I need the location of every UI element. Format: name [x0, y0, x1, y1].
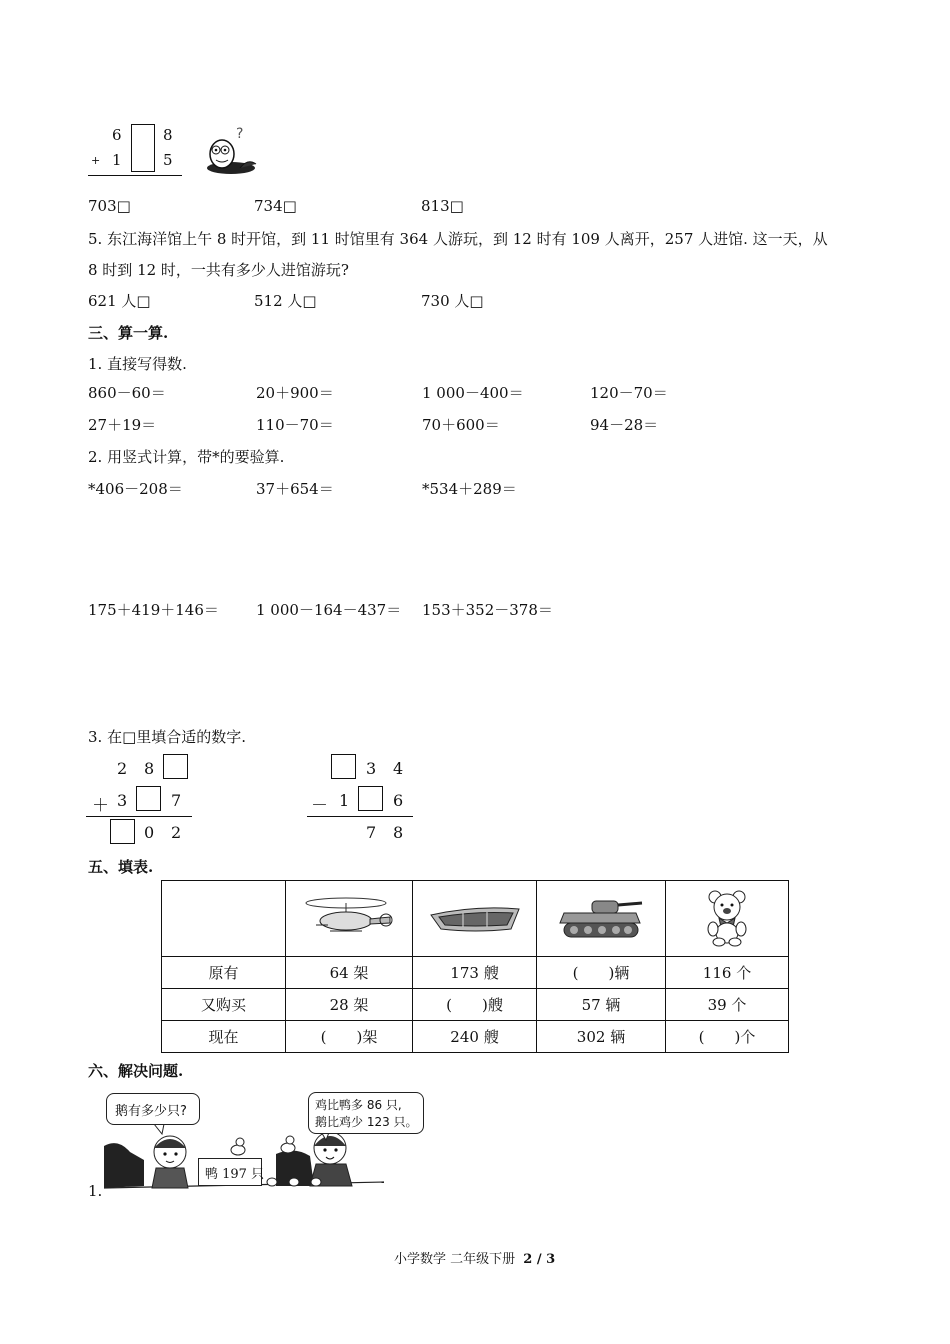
- header-empty-cell: [162, 881, 286, 957]
- expression: *406－208＝: [88, 480, 183, 498]
- table-cell: 39 个: [666, 989, 789, 1021]
- expression: 1 000－164－437＝: [256, 601, 402, 619]
- footer-subject: 小学数学 二年级下册: [394, 1252, 516, 1267]
- table-cell: 173 艘: [413, 957, 537, 989]
- digit: 0: [144, 823, 155, 842]
- header-cell: [286, 881, 413, 957]
- digit: 8: [393, 823, 404, 842]
- helicopter-icon: [304, 891, 394, 943]
- digit: 6: [393, 791, 404, 810]
- bubble-text: 鹅有多少只?: [115, 1104, 187, 1119]
- digit: 6: [112, 126, 122, 144]
- svg-text:?: ?: [236, 126, 244, 142]
- table-cell: 28 架: [286, 989, 413, 1021]
- section-title: 五、填表.: [88, 858, 154, 876]
- page-number: 2 / 3: [523, 1252, 556, 1267]
- option-c[interactable]: 730 人□: [421, 292, 484, 310]
- digit: 3: [117, 791, 128, 810]
- answer-box[interactable]: [131, 124, 155, 172]
- expression: 1 000－400＝: [422, 384, 524, 402]
- digit: 7: [171, 791, 182, 810]
- question-number: 1.: [88, 1182, 103, 1200]
- bubble-text: 鹅比鸡少 123 只。: [315, 1115, 418, 1129]
- expression: 70＋600＝: [422, 416, 500, 434]
- digit: 2: [171, 823, 182, 842]
- boat-icon: [427, 897, 523, 937]
- bubble-text: 鸡比鸭多 86 只,: [315, 1098, 402, 1112]
- expression: 110－70＝: [256, 416, 334, 434]
- table-cell-blank[interactable]: ( )个: [666, 1021, 789, 1053]
- speech-bubble-right: [308, 1092, 424, 1134]
- expression: 860－60＝: [88, 384, 166, 402]
- plus-sign: +: [91, 154, 101, 167]
- answer-box[interactable]: [331, 754, 356, 779]
- option-a[interactable]: 703□: [88, 197, 131, 215]
- table-cell: 57 辆: [537, 989, 666, 1021]
- answer-box[interactable]: [110, 819, 135, 844]
- answer-box[interactable]: [136, 786, 161, 811]
- expression: 120－70＝: [590, 384, 668, 402]
- header-cell: [413, 881, 537, 957]
- digit: 8: [144, 759, 155, 778]
- table-cell: 240 艘: [413, 1021, 537, 1053]
- row-label: 现在: [162, 1021, 286, 1053]
- digit: 7: [366, 823, 377, 842]
- section-title: 六、解决问题.: [88, 1062, 184, 1080]
- digit: 2: [117, 759, 128, 778]
- question-title: 3. 在□里填合适的数字.: [88, 728, 247, 746]
- digit: 1: [339, 791, 350, 810]
- expression: 175＋419＋146＝: [88, 601, 219, 619]
- teddy-bear-icon: [702, 887, 752, 947]
- mole-icon: [196, 124, 266, 176]
- digit: 4: [393, 759, 404, 778]
- header-cell: [537, 881, 666, 957]
- digit: 8: [163, 126, 173, 144]
- speech-bubble-left: [106, 1093, 200, 1125]
- digit: 5: [163, 151, 173, 169]
- plus-sign: ＋: [92, 796, 109, 816]
- option-b[interactable]: 512 人□: [254, 292, 317, 310]
- tank-icon: [556, 891, 646, 943]
- question-title: 2. 用竖式计算，带*的要验算.: [88, 448, 285, 466]
- duck-count-sign: [198, 1158, 265, 1186]
- expression: *534＋289＝: [422, 480, 517, 498]
- expression: 37＋654＝: [256, 480, 334, 498]
- option-a[interactable]: 621 人□: [88, 292, 151, 310]
- option-c[interactable]: 813□: [421, 197, 464, 215]
- expression: 20＋900＝: [256, 384, 334, 402]
- table-cell: 64 架: [286, 957, 413, 989]
- expression: 27＋19＝: [88, 416, 157, 434]
- table-cell: 116 个: [666, 957, 789, 989]
- question-text: 5. 东江海洋馆上午 8 时开馆，到 11 时馆里有 364 人游玩，到 12 时有 109 人离开，257 人进馆. 这一天，从: [88, 230, 828, 248]
- sign-text: 鸭 197 只: [205, 1167, 265, 1182]
- answer-box[interactable]: [358, 786, 383, 811]
- row-label: 原有: [162, 957, 286, 989]
- section-title: 三、算一算.: [88, 324, 169, 342]
- header-cell: [666, 881, 789, 957]
- expression: 153＋352－378＝: [422, 601, 553, 619]
- question-title: 1. 直接写得数.: [88, 355, 187, 373]
- fill-table: [161, 880, 789, 1053]
- option-b[interactable]: 734□: [254, 197, 297, 215]
- digit: 1: [112, 151, 122, 169]
- page-footer: [394, 1248, 555, 1267]
- question-text: 8 时到 12 时，一共有多少人进馆游玩?: [88, 261, 349, 279]
- table-cell-blank[interactable]: ( )艘: [413, 989, 537, 1021]
- expression: 94－28＝: [590, 416, 659, 434]
- digit: 3: [366, 759, 377, 778]
- table-cell-blank[interactable]: ( )辆: [537, 957, 666, 989]
- table-cell: 302 辆: [537, 1021, 666, 1053]
- row-label: 又购买: [162, 989, 286, 1021]
- table-cell-blank[interactable]: ( )架: [286, 1021, 413, 1053]
- minus-sign: －: [311, 796, 328, 816]
- answer-box[interactable]: [163, 754, 188, 779]
